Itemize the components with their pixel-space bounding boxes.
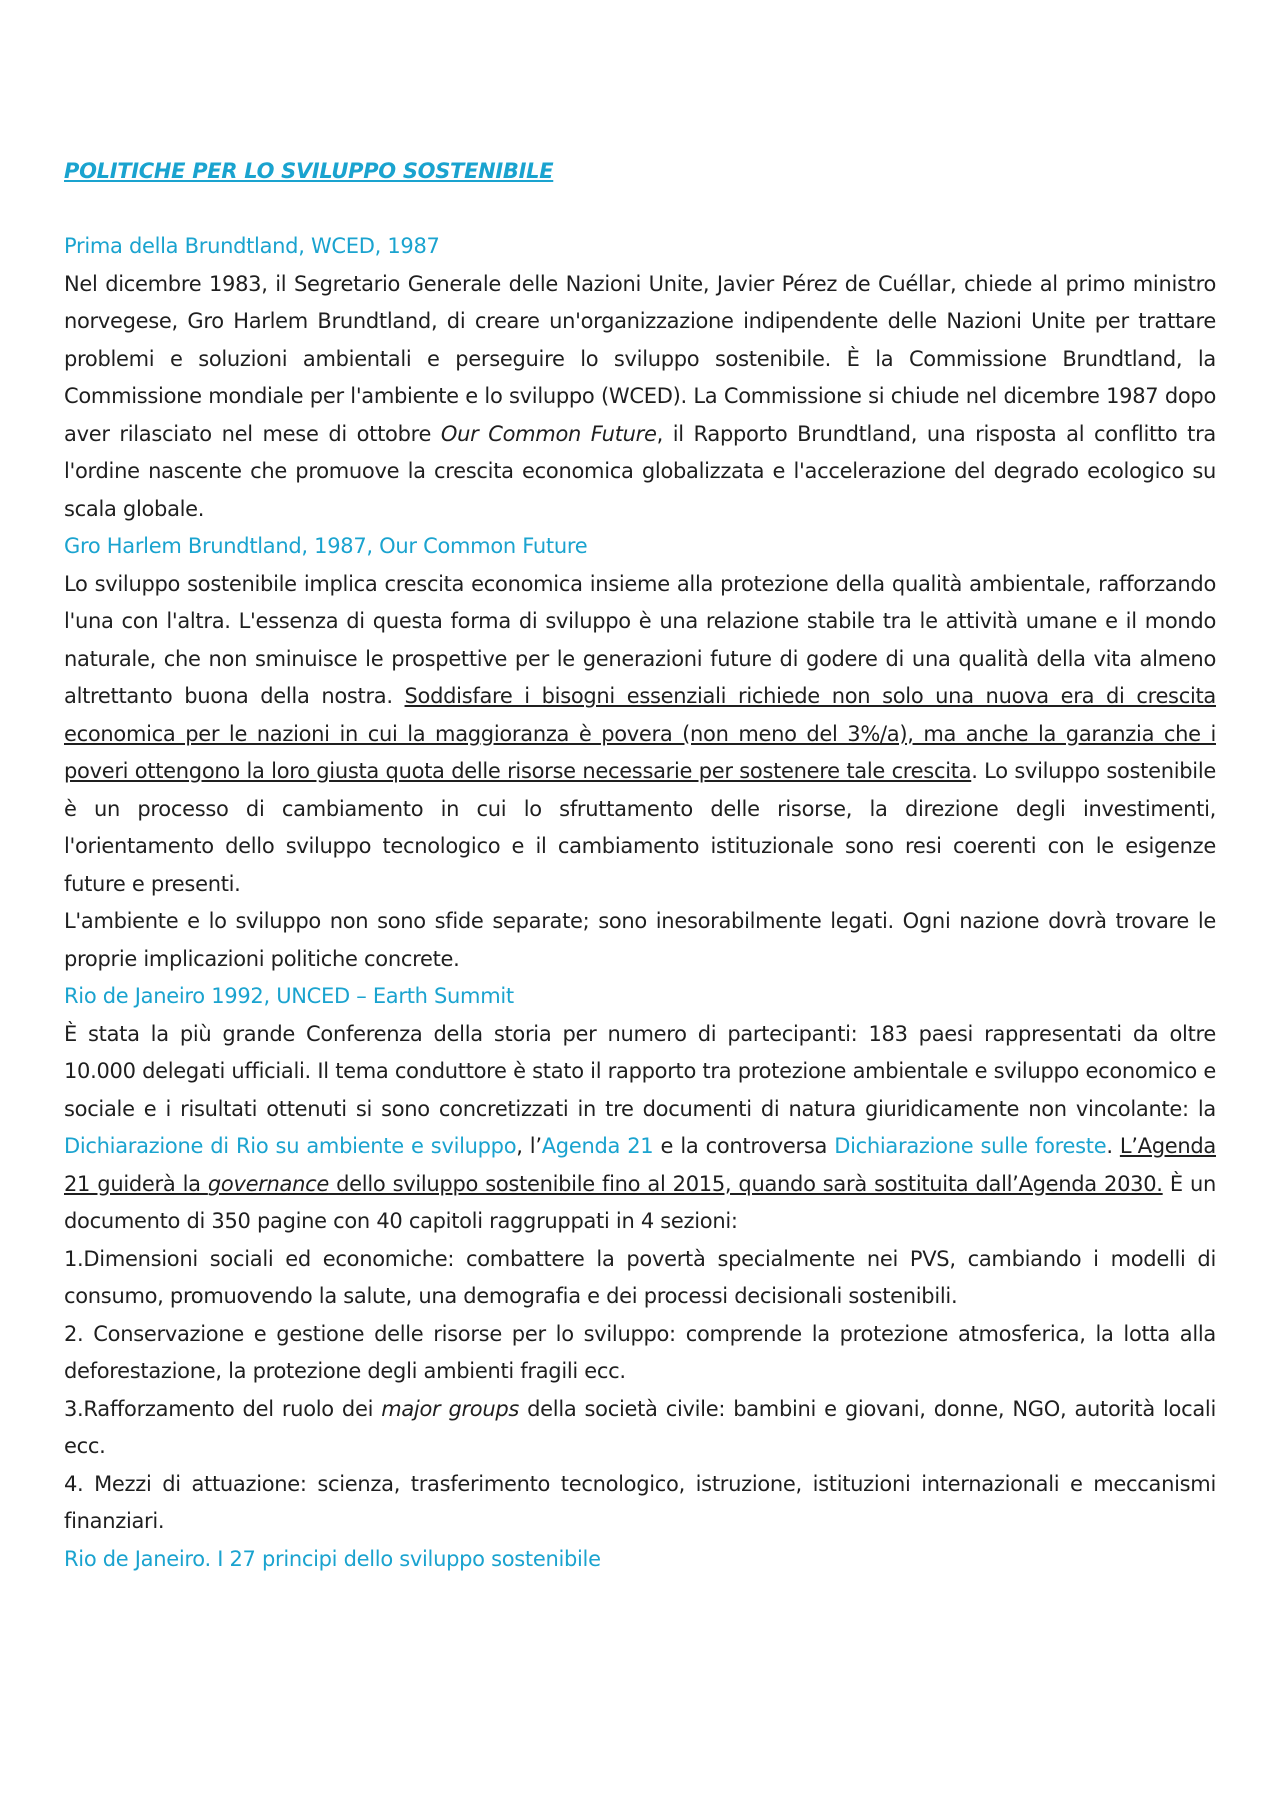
section-27-principi — [64, 1541, 1216, 1579]
link-agenda-21[interactable]: Agenda 21 — [541, 1134, 654, 1158]
section-earth-summit — [64, 978, 1216, 1541]
italic-title: Our Common Future — [440, 421, 657, 446]
list-item: 2. Conservazione e gestione delle risorse per lo sviluppo: comprende la protezione atmosferica, la lotta alla deforestazione, la protezione degli ambienti fragili ecc. — [64, 1321, 1216, 1383]
section-heading: Rio de Janeiro 1992, UNCED – Earth Summit — [64, 984, 514, 1008]
list-item: 1.Dimensioni sociali ed economiche: combattere la povertà specialmente nei PVS, cambiando i modelli di consumo, promuovendo la salute, una demografia e dei processi decisionali sostenibili. — [64, 1246, 1216, 1308]
link-dichiarazione-rio[interactable]: Dichiarazione di Rio su ambiente e sviluppo — [64, 1134, 517, 1158]
section-heading: Prima della Brundtland, WCED, 1987 — [64, 234, 440, 258]
list-item: 4. Mezzi di attuazione: scienza, trasferimento tecnologico, istruzione, istituzioni internazionali e meccanismi finanziari. — [64, 1471, 1216, 1533]
section-prima-brundtland — [64, 228, 1216, 528]
document-title: POLITICHE PER LO SVILUPPO SOSTENIBILE — [64, 159, 554, 183]
paragraph: Lo sviluppo sostenibile implica crescita economica insieme alla protezione della qualità ambientale, rafforzando l'una con l'altra. L'essenza di questa forma di sviluppo è una relazione stabile tra le attività umane e il mondo naturale, che non sminuisce le prospettive per le generazioni future di godere di una qualità della vita almeno altrettanto buona della nostra. Soddisfare i bisogni essenziali richiede non solo una nuova era di crescita economica per le nazioni in cui la maggioranza è povera (non meno del 3%/a), ma anche la garanzia che i poveri ottengono la loro giusta quota delle risorse necessarie per sostenere tale crescita. Lo sviluppo sostenibile è un processo di cambiamento in cui lo sfruttamento delle risorse, la direzione degli investimenti, l'orientamento dello sviluppo tecnologico e il cambiamento istituzionale sono resi coerenti con le esigenze future e presenti. — [64, 571, 1216, 896]
underlined-text: Soddisfare i bisogni essenziali richiede non solo una nuova era di crescita economica per le nazioni in cui la maggioranza è povera (non meno del 3%/a), ma anche la garanzia che i poveri ottengono la loro giusta quota delle risorse necessarie per sostenere tale crescita — [64, 684, 1216, 783]
section-our-common-future — [64, 528, 1216, 978]
paragraph: Nel dicembre 1983, il Segretario Generale delle Nazioni Unite, Javier Pérez de Cuéllar, chiede al primo ministro norvegese, Gro Harlem Brundtland, di creare un'organizzazione indipendente delle Nazioni Unite per trattare problemi e soluzioni ambientali e perseguire lo sviluppo sostenibile. È la Commissione Brundtland, la Commissione mondiale per l'ambiente e lo sviluppo (WCED). La Commissione si chiude nel dicembre 1987 dopo aver rilasciato nel mese di ottobre Our Common Future, il Rapporto Brundtland, una risposta al conflitto tra l'ordine nascente che promuove la crescita economica globalizzata e l'accelerazione del degrado ecologico su scala globale. — [64, 271, 1216, 521]
section-heading: Gro Harlem Brundtland, 1987, Our Common Future — [64, 534, 588, 558]
paragraph: L'ambiente e lo sviluppo non sono sfide separate; sono inesorabilmente legati. Ogni nazione dovrà trovare le proprie implicazioni politiche concrete. — [64, 909, 1216, 971]
underlined-text: L’Agenda 21 guiderà la governance dello sviluppo sostenibile fino al 2015, quando sarà sostituita dall’Agenda 2030. — [64, 1134, 1216, 1196]
link-dichiarazione-foreste[interactable]: Dichiarazione sulle foreste — [834, 1134, 1107, 1158]
list-item: 3.Rafforzamento del ruolo dei major groups della società civile: bambini e giovani, donne, NGO, autorità locali ecc. — [64, 1396, 1216, 1458]
section-heading: Rio de Janeiro. I 27 principi dello sviluppo sostenibile — [64, 1546, 601, 1571]
paragraph: È stata la più grande Conferenza della storia per numero di partecipanti: 183 paesi rappresentati da oltre 10.000 delegati ufficiali. Il tema conduttore è stato il rapporto tra protezione ambientale e sviluppo economico e sociale e i risultati ottenuti si sono concretizzati in tre documenti di natura giuridicamente non vincolante: la Dichiarazione di Rio su ambiente e sviluppo, l’Agenda 21 e la controversa Dichiarazione sulle foreste. L’Agenda 21 guiderà la governance dello sviluppo sostenibile fino al 2015, quando sarà sostituita dall’Agenda 2030. È un documento di 350 pagine con 40 capitoli raggruppati in 4 sezioni: — [64, 1021, 1216, 1233]
